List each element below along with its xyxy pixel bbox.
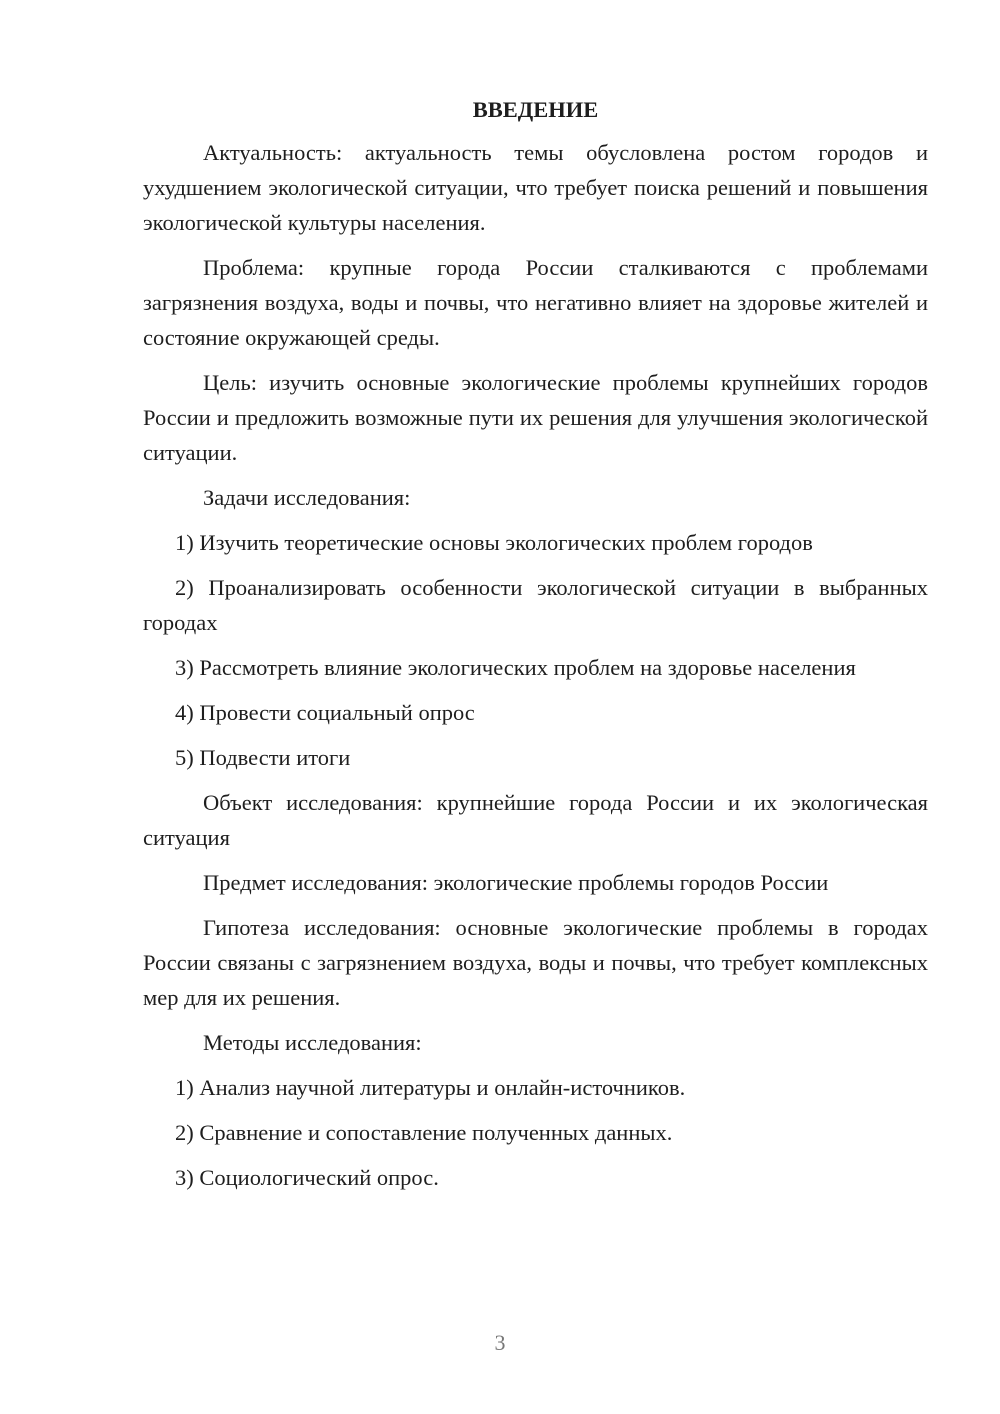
method-item: 1) Анализ научной литературы и онлайн-источников. bbox=[175, 1075, 686, 1100]
method-item: 2) Сравнение и сопоставление полученных данных. bbox=[175, 1120, 673, 1145]
tasks-label: Задачи исследования: bbox=[203, 485, 411, 510]
task-item: 2) Проанализировать особенности экологической ситуации в выбранных городах bbox=[143, 575, 928, 635]
object-paragraph: Объект исследования: крупнейшие города России и их экологическая ситуация bbox=[143, 790, 928, 850]
page-number: 3 bbox=[494, 1330, 506, 1355]
goal-paragraph: Цель: изучить основные экологические проблемы крупнейших городов России и предложить возможные пути их решения для улучшения экологической ситуации. bbox=[143, 370, 928, 465]
task-item: 5) Подвести итоги bbox=[175, 745, 351, 770]
task-item: 4) Провести социальный опрос bbox=[175, 700, 475, 725]
problem-paragraph: Проблема: крупные города России сталкиваются с проблемами загрязнения воздуха, воды и почвы, что негативно влияет на здоровье жителей и состояние окружающей среды. bbox=[143, 255, 928, 350]
task-item: 3) Рассмотреть влияние экологических проблем на здоровье населения bbox=[175, 655, 856, 680]
document-page bbox=[143, 92, 928, 1205]
document-heading: ВВЕДЕНИЕ bbox=[472, 97, 599, 122]
relevance-paragraph: Актуальность: актуальность темы обусловлена ростом городов и ухудшением экологической ситуации, что требует поиска решений и повышения экологической культуры населения. bbox=[143, 140, 928, 235]
task-item: 1) Изучить теоретические основы экологических проблем городов bbox=[175, 530, 813, 555]
method-item: 3) Социологический опрос. bbox=[175, 1165, 439, 1190]
hypothesis-paragraph: Гипотеза исследования: основные экологические проблемы в городах России связаны с загрязнением воздуха, воды и почвы, что требует комплексных мер для их решения. bbox=[143, 915, 928, 1010]
subject-paragraph: Предмет исследования: экологические проблемы городов России bbox=[203, 870, 829, 895]
methods-label: Методы исследования: bbox=[203, 1030, 422, 1055]
